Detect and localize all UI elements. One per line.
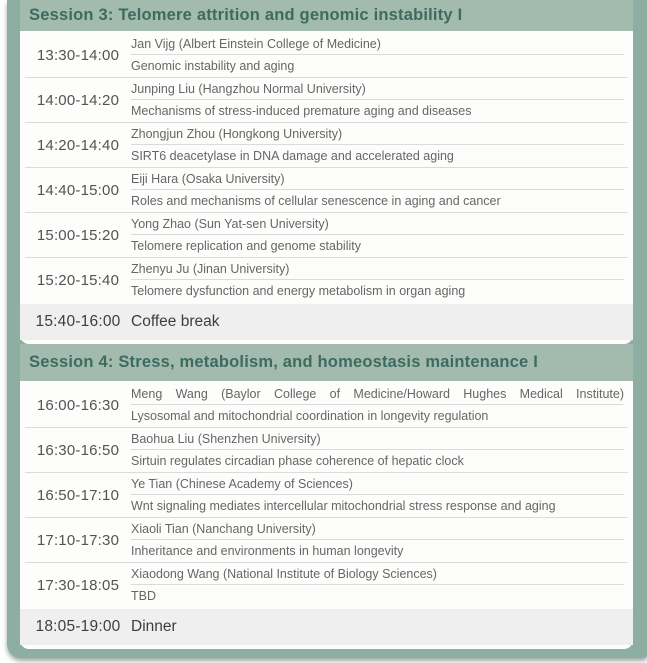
talk-speaker: Xiaoli Tian (Nanchang University) bbox=[131, 518, 624, 540]
talk-speaker: Zhongjun Zhou (Hongkong University) bbox=[131, 123, 624, 145]
session-header bbox=[20, 344, 633, 381]
talk-time: 17:10-17:30 bbox=[36, 531, 120, 549]
talk-speaker: Baohua Liu (Shenzhen University) bbox=[131, 428, 624, 450]
talk-title: Sirtuin regulates circadian phase coherence of hepatic clock bbox=[131, 454, 464, 468]
session-block bbox=[20, 344, 633, 649]
talk-title: Telomere replication and genome stability bbox=[131, 239, 361, 253]
talk-content bbox=[131, 518, 628, 562]
talk-title: Telomere dysfunction and energy metabolism in organ aging bbox=[131, 284, 466, 298]
talk-time: 16:00-16:30 bbox=[36, 396, 120, 414]
talk-content bbox=[131, 123, 628, 167]
talk-content bbox=[131, 168, 628, 212]
break-time: 18:05-19:00 bbox=[35, 618, 121, 635]
talk-speaker: Junping Liu (Hangzhou Normal University) bbox=[131, 78, 624, 100]
talk-row bbox=[25, 212, 628, 257]
session-title: Session 4: Stress, metabolism, and homeostasis maintenance I bbox=[29, 353, 539, 371]
session-block bbox=[20, 0, 633, 344]
talk-speaker: Yong Zhao (Sun Yat-sen University) bbox=[131, 213, 624, 235]
talk-row bbox=[25, 517, 628, 562]
schedule-card bbox=[20, 381, 633, 649]
talk-row bbox=[25, 33, 628, 77]
break-row bbox=[20, 304, 633, 340]
break-time: 15:40-16:00 bbox=[35, 313, 121, 330]
talk-content bbox=[131, 428, 628, 472]
break-row bbox=[20, 609, 633, 645]
talk-title: Wnt signaling mediates intercellular mitochondrial stress response and aging bbox=[131, 499, 556, 513]
talk-row bbox=[25, 427, 628, 472]
talk-time: 15:20-15:40 bbox=[36, 271, 120, 289]
talk-time: 16:30-16:50 bbox=[36, 441, 120, 459]
schedule-card bbox=[20, 31, 633, 344]
talk-title: TBD bbox=[131, 589, 156, 603]
break-label: Dinner bbox=[131, 618, 177, 635]
session-title: Session 3: Telomere attrition and genomic instability I bbox=[29, 6, 463, 24]
talk-row bbox=[25, 383, 628, 427]
talk-content bbox=[131, 383, 628, 427]
talk-time: 14:00-14:20 bbox=[36, 91, 120, 109]
talk-content bbox=[131, 563, 628, 607]
talk-speaker: Eiji Hara (Osaka University) bbox=[131, 168, 624, 190]
talk-content bbox=[131, 33, 628, 77]
talk-row bbox=[25, 562, 628, 607]
talk-speaker: Ye Tian (Chinese Academy of Sciences) bbox=[131, 473, 624, 495]
talk-title: Roles and mechanisms of cellular senescence in aging and cancer bbox=[131, 194, 501, 208]
talk-time: 16:50-17:10 bbox=[36, 486, 120, 504]
talk-content bbox=[131, 78, 628, 122]
talk-content bbox=[131, 473, 628, 517]
break-label: Coffee break bbox=[131, 313, 220, 330]
talk-time: 17:30-18:05 bbox=[36, 576, 120, 594]
talk-row bbox=[25, 472, 628, 517]
talk-speaker: Zhenyu Ju (Jinan University) bbox=[131, 258, 624, 280]
talk-time: 14:20-14:40 bbox=[36, 136, 120, 154]
talk-row bbox=[25, 167, 628, 212]
talk-row bbox=[25, 257, 628, 302]
talk-title: Lysosomal and mitochondrial coordination in longevity regulation bbox=[131, 409, 489, 423]
talk-title: Mechanisms of stress-induced premature aging and diseases bbox=[131, 104, 472, 118]
talk-speaker: Xiaodong Wang (National Institute of Biology Sciences) bbox=[131, 563, 624, 585]
talk-title: SIRT6 deacetylase in DNA damage and accelerated aging bbox=[131, 149, 454, 163]
talk-content bbox=[131, 258, 628, 302]
talk-speaker: Meng Wang (Baylor College of Medicine/Howard Hughes Medical Institute) bbox=[131, 383, 624, 405]
talk-row bbox=[25, 77, 628, 122]
talk-content bbox=[131, 213, 628, 257]
session-header bbox=[20, 0, 633, 31]
talk-time: 14:40-15:00 bbox=[36, 181, 120, 199]
talk-row bbox=[25, 122, 628, 167]
talk-time: 15:00-15:20 bbox=[36, 226, 120, 244]
talk-speaker: Jan Vijg (Albert Einstein College of Medicine) bbox=[131, 33, 624, 55]
talk-time: 13:30-14:00 bbox=[36, 46, 120, 64]
program-panel bbox=[7, 0, 647, 658]
talk-title: Genomic instability and aging bbox=[131, 59, 295, 73]
talk-title: Inheritance and environments in human longevity bbox=[131, 544, 404, 558]
